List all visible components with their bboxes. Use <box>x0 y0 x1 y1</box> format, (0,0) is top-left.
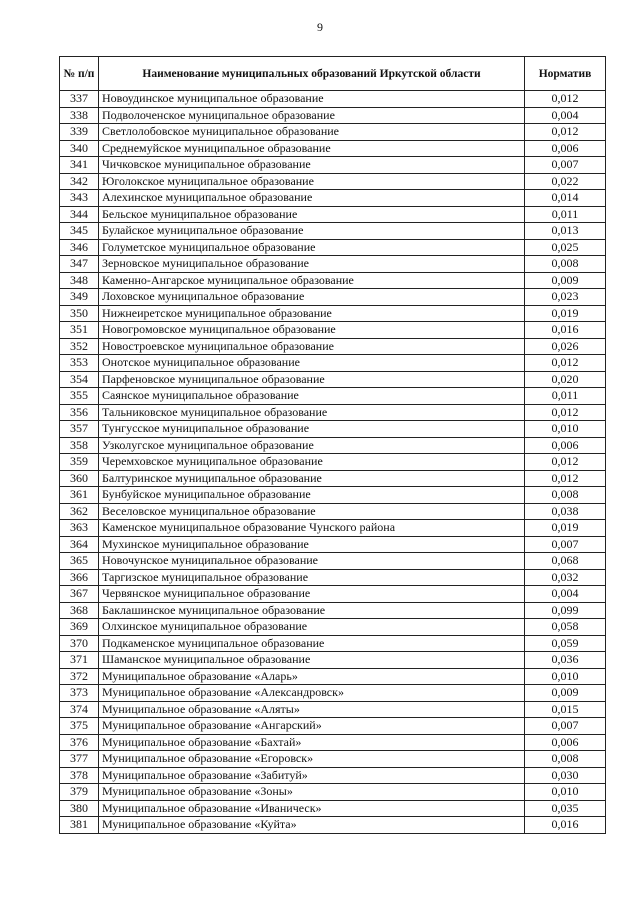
row-name-cell: Муниципальное образование «Бахтай» <box>99 734 525 751</box>
row-name-cell: Нижнеиретское муниципальное образование <box>99 305 525 322</box>
row-name-cell: Червянское муниципальное образование <box>99 586 525 603</box>
row-norm-cell: 0,007 <box>525 157 606 174</box>
row-name-cell: Муниципальное образование «Куйта» <box>99 817 525 834</box>
page-number: 9 <box>317 20 323 34</box>
row-name-cell: Муниципальное образование «Зоны» <box>99 784 525 801</box>
row-num-cell: 355 <box>60 388 99 405</box>
table-row <box>60 817 606 834</box>
table-row <box>60 223 606 240</box>
row-name-cell: Каменское муниципальное образование Чунского района <box>99 520 525 537</box>
table-row <box>60 734 606 751</box>
row-name-cell: Шаманское муниципальное образование <box>99 652 525 669</box>
row-name-cell: Мухинское муниципальное образование <box>99 536 525 553</box>
row-norm-cell: 0,010 <box>525 668 606 685</box>
row-name-cell: Муниципальное образование «Александровск» <box>99 685 525 702</box>
row-norm-cell: 0,014 <box>525 190 606 207</box>
row-num-cell: 363 <box>60 520 99 537</box>
row-num-cell: 371 <box>60 652 99 669</box>
table-row <box>60 190 606 207</box>
table-row <box>60 404 606 421</box>
row-norm-cell: 0,004 <box>525 586 606 603</box>
header-num: № п/п <box>60 57 99 91</box>
row-num-cell: 353 <box>60 355 99 372</box>
row-norm-cell: 0,013 <box>525 223 606 240</box>
row-norm-cell: 0,011 <box>525 206 606 223</box>
row-num-cell: 381 <box>60 817 99 834</box>
table-row <box>60 91 606 108</box>
table-row <box>60 784 606 801</box>
row-name-cell: Саянское муниципальное образование <box>99 388 525 405</box>
row-num-cell: 343 <box>60 190 99 207</box>
table-row <box>60 652 606 669</box>
row-name-cell: Среднемуйское муниципальное образование <box>99 140 525 157</box>
row-num-cell: 361 <box>60 487 99 504</box>
row-name-cell: Муниципальное образование «Егоровск» <box>99 751 525 768</box>
table-row <box>60 437 606 454</box>
row-norm-cell: 0,007 <box>525 718 606 735</box>
table-row <box>60 569 606 586</box>
table-row <box>60 107 606 124</box>
row-name-cell: Зерновское муниципальное образование <box>99 256 525 273</box>
row-name-cell: Светлолобовское муниципальное образование <box>99 124 525 141</box>
table-row <box>60 173 606 190</box>
row-norm-cell: 0,026 <box>525 338 606 355</box>
row-norm-cell: 0,032 <box>525 569 606 586</box>
table-row <box>60 206 606 223</box>
row-norm-cell: 0,012 <box>525 355 606 372</box>
table-row <box>60 124 606 141</box>
row-norm-cell: 0,068 <box>525 553 606 570</box>
row-name-cell: Олхинское муниципальное образование <box>99 619 525 636</box>
row-name-cell: Черемховское муниципальное образование <box>99 454 525 471</box>
row-name-cell: Тунгусское муниципальное образование <box>99 421 525 438</box>
table-body <box>60 91 606 834</box>
row-norm-cell: 0,058 <box>525 619 606 636</box>
row-num-cell: 377 <box>60 751 99 768</box>
table-row <box>60 800 606 817</box>
row-norm-cell: 0,022 <box>525 173 606 190</box>
table-row <box>60 718 606 735</box>
row-num-cell: 349 <box>60 289 99 306</box>
row-norm-cell: 0,020 <box>525 371 606 388</box>
row-num-cell: 344 <box>60 206 99 223</box>
row-norm-cell: 0,009 <box>525 272 606 289</box>
row-num-cell: 342 <box>60 173 99 190</box>
row-num-cell: 354 <box>60 371 99 388</box>
row-num-cell: 351 <box>60 322 99 339</box>
row-num-cell: 358 <box>60 437 99 454</box>
table-row <box>60 371 606 388</box>
row-name-cell: Новочунское муниципальное образование <box>99 553 525 570</box>
row-norm-cell: 0,011 <box>525 388 606 405</box>
table-row <box>60 454 606 471</box>
row-norm-cell: 0,023 <box>525 289 606 306</box>
table-row <box>60 635 606 652</box>
row-num-cell: 367 <box>60 586 99 603</box>
row-name-cell: Чичковское муниципальное образование <box>99 157 525 174</box>
row-norm-cell: 0,016 <box>525 817 606 834</box>
table-row <box>60 272 606 289</box>
row-norm-cell: 0,015 <box>525 701 606 718</box>
row-name-cell: Баклашинское муниципальное образование <box>99 602 525 619</box>
row-name-cell: Юголокское муниципальное образование <box>99 173 525 190</box>
row-num-cell: 357 <box>60 421 99 438</box>
row-norm-cell: 0,012 <box>525 404 606 421</box>
table-row <box>60 685 606 702</box>
table-row <box>60 536 606 553</box>
row-num-cell: 340 <box>60 140 99 157</box>
row-norm-cell: 0,030 <box>525 767 606 784</box>
row-num-cell: 339 <box>60 124 99 141</box>
table-row <box>60 619 606 636</box>
row-norm-cell: 0,006 <box>525 734 606 751</box>
table-row <box>60 701 606 718</box>
table-row <box>60 338 606 355</box>
row-name-cell: Голуметское муниципальное образование <box>99 239 525 256</box>
row-name-cell: Балтуринское муниципальное образование <box>99 470 525 487</box>
table-row <box>60 520 606 537</box>
table-row <box>60 289 606 306</box>
row-num-cell: 348 <box>60 272 99 289</box>
row-name-cell: Бунбуйское муниципальное образование <box>99 487 525 504</box>
row-norm-cell: 0,007 <box>525 536 606 553</box>
row-num-cell: 374 <box>60 701 99 718</box>
row-num-cell: 373 <box>60 685 99 702</box>
row-name-cell: Подволоченское муниципальное образование <box>99 107 525 124</box>
row-name-cell: Каменно-Ангарское муниципальное образование <box>99 272 525 289</box>
row-num-cell: 379 <box>60 784 99 801</box>
row-name-cell: Муниципальное образование «Аларь» <box>99 668 525 685</box>
row-norm-cell: 0,006 <box>525 140 606 157</box>
table-row <box>60 305 606 322</box>
row-name-cell: Онотское муниципальное образование <box>99 355 525 372</box>
row-norm-cell: 0,025 <box>525 239 606 256</box>
row-norm-cell: 0,010 <box>525 784 606 801</box>
row-norm-cell: 0,016 <box>525 322 606 339</box>
row-num-cell: 346 <box>60 239 99 256</box>
row-name-cell: Подкаменское муниципальное образование <box>99 635 525 652</box>
row-num-cell: 366 <box>60 569 99 586</box>
table-row <box>60 503 606 520</box>
row-num-cell: 360 <box>60 470 99 487</box>
row-norm-cell: 0,009 <box>525 685 606 702</box>
row-num-cell: 370 <box>60 635 99 652</box>
header-norm: Норматив <box>525 57 606 91</box>
row-num-cell: 375 <box>60 718 99 735</box>
table-row <box>60 668 606 685</box>
row-num-cell: 364 <box>60 536 99 553</box>
row-name-cell: Веселовское муниципальное образование <box>99 503 525 520</box>
row-norm-cell: 0,006 <box>525 437 606 454</box>
table-row <box>60 767 606 784</box>
table-row <box>60 421 606 438</box>
table-row <box>60 322 606 339</box>
table-row <box>60 487 606 504</box>
row-norm-cell: 0,008 <box>525 256 606 273</box>
row-norm-cell: 0,008 <box>525 487 606 504</box>
table-row <box>60 157 606 174</box>
row-num-cell: 368 <box>60 602 99 619</box>
row-num-cell: 372 <box>60 668 99 685</box>
row-norm-cell: 0,059 <box>525 635 606 652</box>
table-row <box>60 256 606 273</box>
row-num-cell: 369 <box>60 619 99 636</box>
table-row <box>60 239 606 256</box>
row-norm-cell: 0,012 <box>525 124 606 141</box>
row-norm-cell: 0,019 <box>525 520 606 537</box>
table-header-row <box>60 57 606 91</box>
row-name-cell: Новостроевское муниципальное образование <box>99 338 525 355</box>
row-name-cell: Тальниковское муниципальное образование <box>99 404 525 421</box>
norm-table <box>59 56 606 834</box>
row-num-cell: 347 <box>60 256 99 273</box>
row-norm-cell: 0,008 <box>525 751 606 768</box>
row-norm-cell: 0,035 <box>525 800 606 817</box>
row-name-cell: Муниципальное образование «Забитуй» <box>99 767 525 784</box>
row-name-cell: Парфеновское муниципальное образование <box>99 371 525 388</box>
row-num-cell: 356 <box>60 404 99 421</box>
row-num-cell: 378 <box>60 767 99 784</box>
row-name-cell: Алехинское муниципальное образование <box>99 190 525 207</box>
table-row <box>60 355 606 372</box>
table-row <box>60 388 606 405</box>
row-norm-cell: 0,012 <box>525 91 606 108</box>
row-num-cell: 345 <box>60 223 99 240</box>
row-name-cell: Новогромовское муниципальное образование <box>99 322 525 339</box>
row-name-cell: Узколугское муниципальное образование <box>99 437 525 454</box>
row-norm-cell: 0,012 <box>525 454 606 471</box>
row-num-cell: 376 <box>60 734 99 751</box>
table-row <box>60 140 606 157</box>
table-row <box>60 470 606 487</box>
table-row <box>60 751 606 768</box>
header-name: Наименование муниципальных образований Иркутской области <box>99 57 525 91</box>
table-row <box>60 602 606 619</box>
row-name-cell: Муниципальное образование «Ангарский» <box>99 718 525 735</box>
row-norm-cell: 0,004 <box>525 107 606 124</box>
row-num-cell: 350 <box>60 305 99 322</box>
table-row <box>60 586 606 603</box>
row-num-cell: 365 <box>60 553 99 570</box>
row-norm-cell: 0,019 <box>525 305 606 322</box>
row-norm-cell: 0,099 <box>525 602 606 619</box>
row-num-cell: 338 <box>60 107 99 124</box>
row-norm-cell: 0,010 <box>525 421 606 438</box>
row-num-cell: 380 <box>60 800 99 817</box>
row-name-cell: Таргизское муниципальное образование <box>99 569 525 586</box>
row-norm-cell: 0,036 <box>525 652 606 669</box>
row-norm-cell: 0,012 <box>525 470 606 487</box>
row-num-cell: 362 <box>60 503 99 520</box>
row-num-cell: 341 <box>60 157 99 174</box>
row-name-cell: Бельское муниципальное образование <box>99 206 525 223</box>
row-num-cell: 359 <box>60 454 99 471</box>
row-norm-cell: 0,038 <box>525 503 606 520</box>
row-name-cell: Булайское муниципальное образование <box>99 223 525 240</box>
row-num-cell: 337 <box>60 91 99 108</box>
row-name-cell: Муниципальное образование «Иваническ» <box>99 800 525 817</box>
row-name-cell: Новоудинское муниципальное образование <box>99 91 525 108</box>
row-name-cell: Муниципальное образование «Аляты» <box>99 701 525 718</box>
row-name-cell: Лоховское муниципальное образование <box>99 289 525 306</box>
row-num-cell: 352 <box>60 338 99 355</box>
table-row <box>60 553 606 570</box>
